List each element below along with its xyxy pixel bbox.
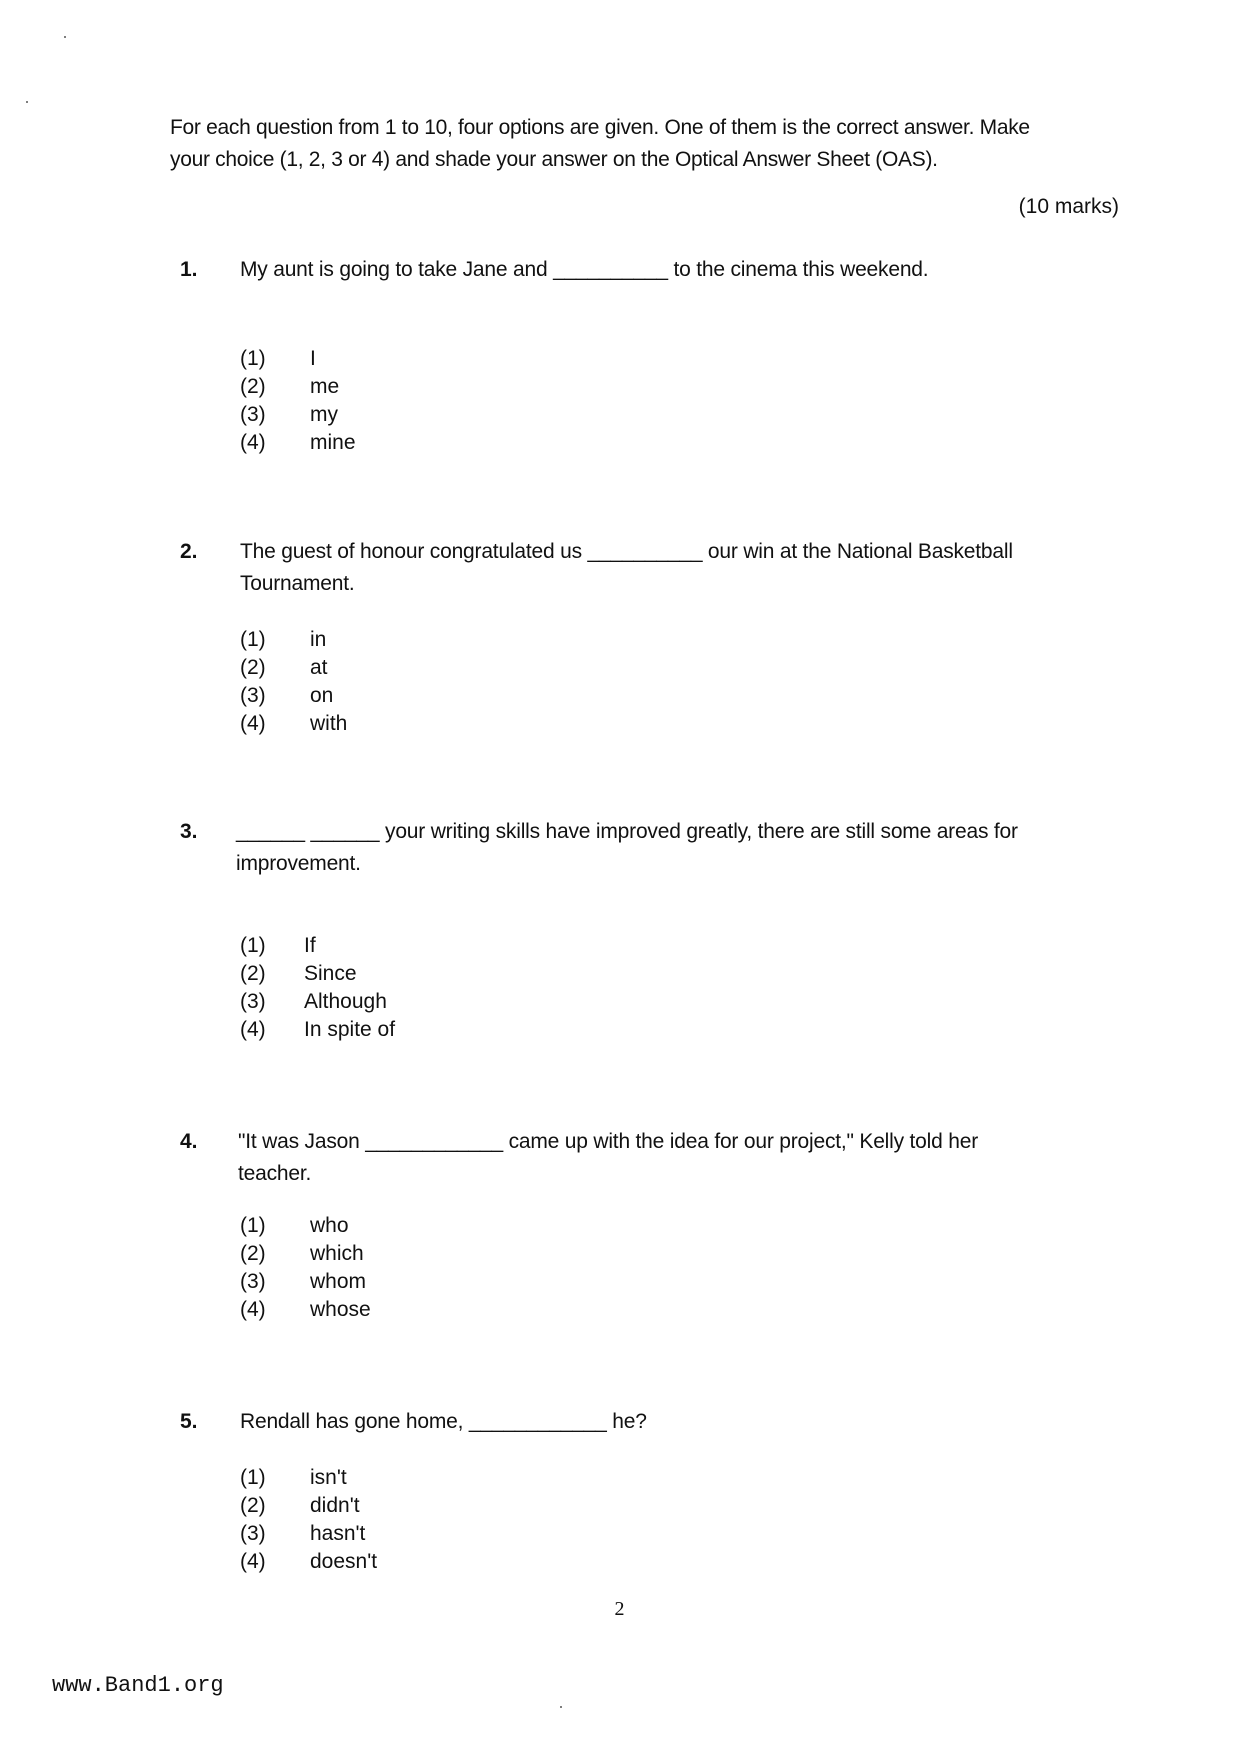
option: (2) me [240, 375, 340, 398]
question-4 [180, 1130, 198, 1154]
page-number: 2 [614, 1598, 625, 1620]
question-2 [180, 540, 198, 564]
question-number: 5. [180, 1410, 198, 1433]
question-text: ______ ______ your writing skills have improved greatly, there are still some areas for improvement. [236, 820, 1018, 875]
option: (1) isn't [240, 1466, 347, 1489]
option: (2) which [240, 1242, 364, 1265]
question-text: "It was Jason ____________ came up with the idea for our project," Kelly told her teacher. [238, 1130, 978, 1185]
total-marks: (10 marks) [1018, 195, 1119, 218]
options-list [240, 1212, 371, 1324]
option: (2) didn't [240, 1494, 360, 1517]
question-number: 2. [180, 540, 198, 563]
option: (2) Since [240, 962, 357, 985]
question-text: My aunt is going to take Jane and __________ to the cinema this weekend. [240, 258, 929, 281]
option: (3) on [240, 684, 334, 707]
option: (3) hasn't [240, 1522, 366, 1545]
option: (1) If [240, 934, 316, 957]
instructions: For each question from 1 to 10, four options are given. One of them is the correct answer. Make your choice (1, 2, 3 or 4) and shade your answer on the Optical Answer Sheet (OAS). [170, 116, 1030, 171]
options-list [240, 345, 356, 457]
question-number: 1. [180, 258, 198, 281]
option: (1) in [240, 628, 327, 651]
question-number: 4. [180, 1130, 198, 1153]
option: (3) my [240, 403, 338, 426]
question-text: The guest of honour congratulated us __________ our win at the National Basketball Tournament. [240, 540, 1013, 595]
option: (1) who [240, 1214, 349, 1237]
question-number: 3. [180, 820, 198, 843]
option: (4) with [240, 712, 348, 735]
question-5 [180, 1410, 198, 1434]
option: (4) mine [240, 431, 356, 454]
option: (2) at [240, 656, 328, 679]
scan-speck [64, 36, 66, 38]
scan-speck [560, 1706, 562, 1708]
option: (1) I [240, 347, 316, 370]
scan-speck [26, 101, 28, 103]
option: (4) In spite of [240, 1018, 396, 1041]
option: (3) Although [240, 990, 387, 1013]
options-list [240, 626, 347, 738]
option: (4) whose [240, 1298, 371, 1321]
option: (4) doesn't [240, 1550, 378, 1573]
question-text: Rendall has gone home, ____________ he? [240, 1410, 647, 1433]
question-3 [180, 820, 198, 844]
question-1 [180, 258, 198, 282]
footer-url: www.Band1.org [52, 1673, 224, 1698]
options-list [240, 1464, 377, 1576]
options-list [240, 932, 395, 1044]
option: (3) whom [240, 1270, 367, 1293]
